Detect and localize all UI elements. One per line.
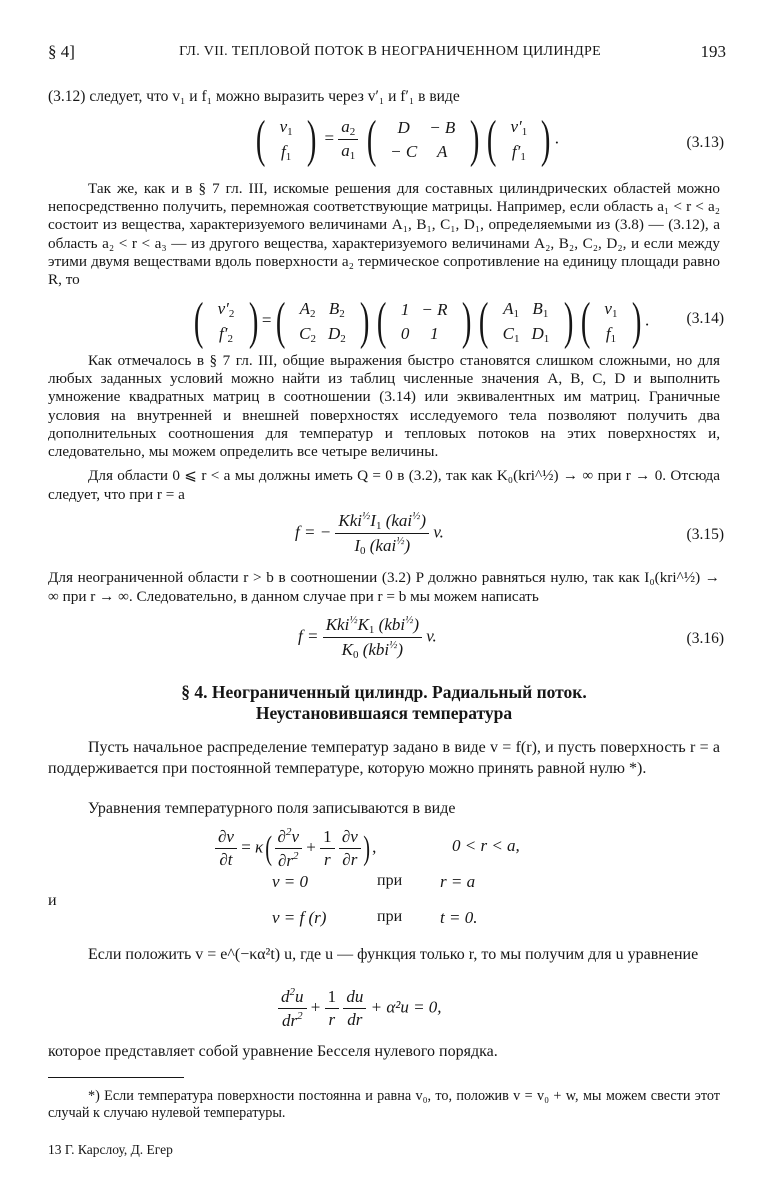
initial-condition-word: при — [377, 908, 403, 925]
equation-label-3-14: (3.14) — [686, 310, 724, 327]
paragraph-initial-distribution: Пусть начальное распределение температур задано в виде v = f(r), и пусть поверхность r = a поддерживается при постоянной температуре, которую можно принять равной нулю *). — [48, 739, 720, 777]
page-number: 193 — [700, 42, 726, 61]
printer-signature: 13 Г. Карслоу, Д. Егер — [48, 1142, 173, 1157]
bessel-equation-tail: + α²u = 0, — [370, 997, 442, 1017]
header-section: § 4] — [48, 42, 75, 61]
paragraph-general-expressions: Как отмечалось в § 7 гл. III, общие выражения быстро становятся слишком сложными, но для любых заданных условий можно найти из таблиц численные значения A, B, C, D и выполнить умножение квадратных матриц в соотношении (3.14) или эквивалентных им матриц. Граничные условия на внутренней и внешней поверхностях исследуемого тела позволяют получить два дополнительных соотношения для температур и тепловых потоков на этих поверхностях и, следовательно, мы можем определить все четыре величины. — [48, 352, 720, 461]
paragraph-composite-regions: Так же, как и в § 7 гл. III, искомые решения для составных цилиндрических областей можно непосредственно получить, перемножая соответствующие матрицы. Например, если область a₁ < r < a₂ состоит из вещества, характеризуемого величинами A₁, B₁, C₁, D₁, определяемыми из (3.8) — (3.12), а область a₂ < r < a₃ — из другого вещества, характеризуемого величинами A₂, B₂, C₂, D₂, и если между этими двумя веществами вдоль поверхности a₂ термическое сопротивление на единицу площади равно R, то — [48, 180, 720, 289]
equation-3-15: f = − $\frac{Kki^{\frac{1}{2}}I_1 (kai^{\frac{1}{2}})}{I_0 (kai^{\frac{1}{2}})}$ v. — [295, 510, 444, 557]
equation-label-3-13: (3.13) — [686, 134, 724, 151]
section-heading-line-1: § 4. Неограниченный цилиндр. Радиальный поток. — [181, 682, 587, 702]
equation-label-3-15: (3.15) — [686, 526, 724, 543]
footnote-rule — [48, 1077, 184, 1078]
domain-condition: 0 < r < a, — [452, 836, 520, 855]
initial-condition-rhs: t = 0. — [440, 908, 478, 927]
footnote: *) Если температура поверхности постоянна и равна v₀, то, положив v = v₀ + w, мы можем свести этот случай к случаю нулевой температуры. — [48, 1088, 720, 1121]
intro-line: (3.12) следует, что v₁ и f₁ можно выразить через v′₁ и f′₁ в виде — [48, 88, 460, 105]
equation-3-14: ( $v'_2$ $f'_2$ ) =( $A_2$ $B_2$ $C_2$ $D_2$ ) ( 1 − R 0 1 ) ( $A_1$ $B_1$ $C_1$ $D_1$ ) ( $v_1$ $f_1$ ) . — [193, 293, 650, 350]
boundary-condition-word: при — [377, 872, 403, 889]
section-heading-line-2: Неустановившаяся температура — [255, 703, 513, 723]
boundary-condition-lhs: v = 0 — [272, 872, 309, 891]
paragraph-unbounded-region: Для неограниченной области r > b в соотношении (3.2) P должно равняться нулю, так как I₀(kri^½) → ∞ при r → ∞. Следовательно, в данном случае при r = b мы можем написать — [48, 569, 720, 606]
boundary-condition-rhs: r = a — [440, 872, 476, 891]
initial-condition-lhs: v = f (r) — [272, 908, 327, 927]
bessel-equation: $\frac{d^2u}{dr^2}$ + $\frac{1}{r}$ $\frac{du}{dr}$ + α²u = 0, — [278, 986, 442, 1031]
paragraph-bessel-order: которое представляет собой уравнение Бесселя нулевого порядка. — [48, 1043, 498, 1060]
heat-equation: $\frac{\partial v}{\partial t}$ = κ( $\frac{\partial^2v}{\partial r^2}$ + $\frac{1}{r}$ $\frac{\partial v}{\partial r}$ ) , — [215, 826, 376, 871]
equation-label-3-16: (3.16) — [686, 630, 724, 647]
conjunction-and: и — [48, 892, 57, 909]
paragraph-inner-region: Для области 0 ⩽ r < a мы должны иметь Q = 0 в (3.2), так как K₀(kri^½) → ∞ при r → 0. Отсюда следует, что при r = a — [48, 467, 720, 504]
equation-3-16: f = $\frac{Kki^{\frac{1}{2}}K_1 (kbi^{\frac{1}{2}})}{K_0 (kbi^{\frac{1}{2}})}$ v. — [298, 614, 437, 661]
header-title: ГЛ. VII. ТЕПЛОВОЙ ПОТОК В НЕОГРАНИЧЕННОМ ЦИЛИНДРЕ — [179, 44, 601, 59]
paragraph-substitution: Если положить v = e^(−κα²t) u, где u — функция только r, то мы получим для u уравнение — [88, 946, 699, 963]
equation-3-13: ( $v_1$ $f_1$ ) = $\frac{a_2}{a_1}$ ( D − B − C A ) ( $v'_1$ $f'_1$ ) . — [255, 111, 560, 168]
paragraph-field-equations: Уравнения температурного поля записываются в виде — [88, 800, 456, 817]
